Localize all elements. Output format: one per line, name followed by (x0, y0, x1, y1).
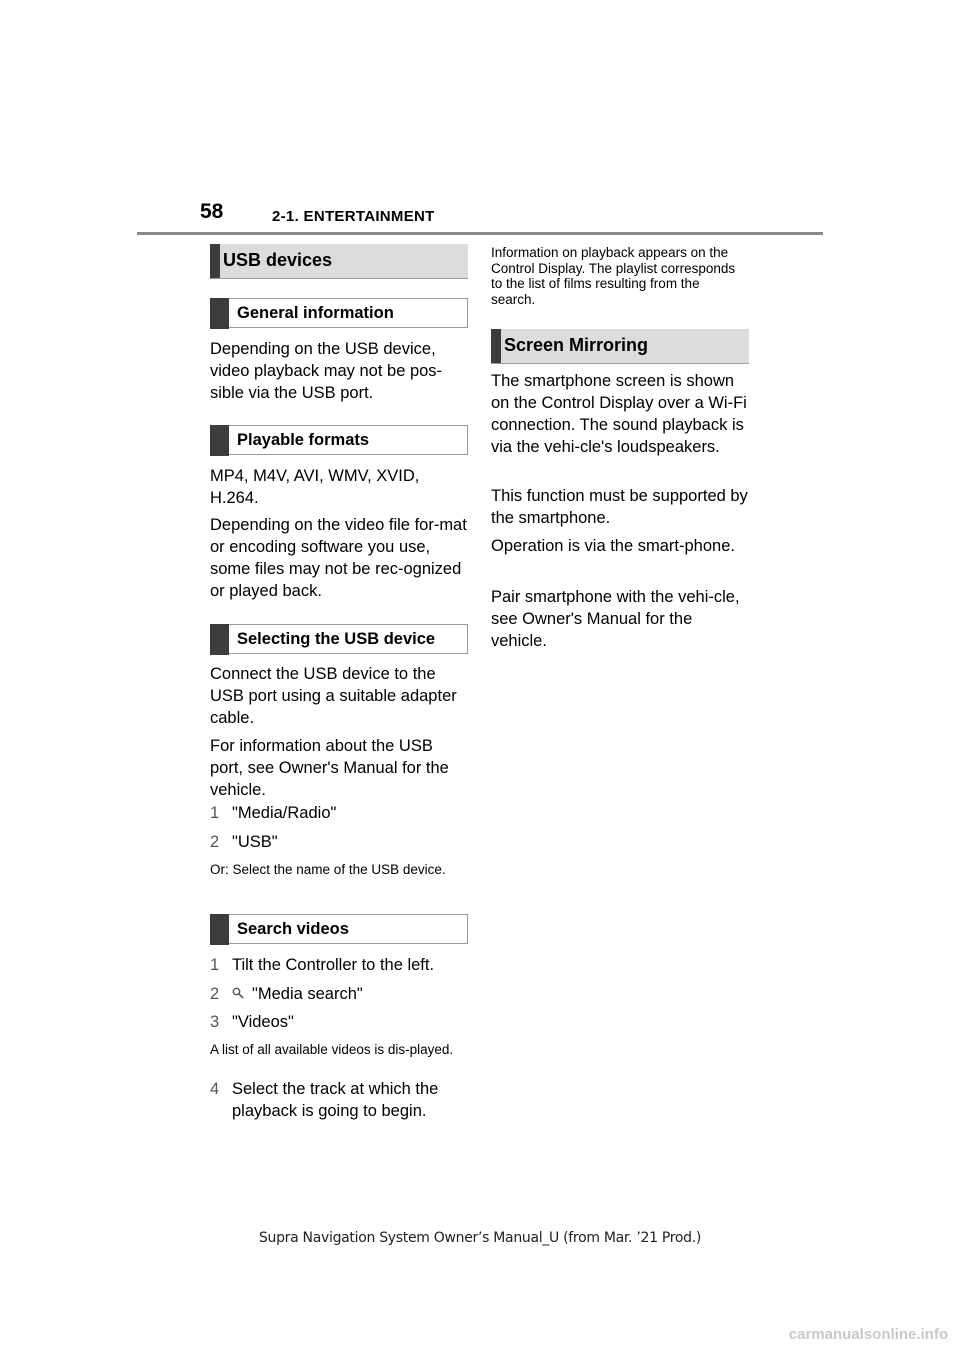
heading-selecting-usb-device (210, 624, 468, 654)
section-title: 2-1. ENTERTAINMENT (272, 208, 435, 225)
mirroring-text-2: This function must be supported by the smartphone. (491, 487, 748, 527)
step-number: 1 (210, 804, 220, 822)
selecting-text-2: For information about the USB port, see Owner's Manual for the vehicle. (210, 737, 449, 799)
mirroring-text-1: The smartphone screen is shown on the Control Display over a Wi-Fi connection. The sound playback is via the vehi-cle's loudspeakers. (491, 372, 747, 456)
select-step-1 (210, 802, 336, 824)
heading-bar (491, 329, 501, 363)
heading-text: Playable formats (237, 431, 370, 449)
heading-text: Search videos (237, 920, 349, 938)
mirroring-text-3: Operation is via the smart-phone. (491, 537, 735, 555)
heading-bar (210, 244, 220, 278)
formats-note: Depending on the video file for-mat or encoding software you use, some files may not be rec-ognized or played back. (210, 516, 467, 600)
header-divider (137, 232, 823, 235)
heading-usb-devices (210, 244, 468, 279)
step-number: 3 (210, 1013, 220, 1031)
formats-list: MP4, M4V, AVI, WMV, XVID, H.264. (210, 467, 420, 507)
heading-bar (210, 624, 229, 655)
select-step-2 (210, 831, 278, 853)
step-text: "Videos" (232, 1013, 294, 1031)
step-number: 4 (210, 1080, 220, 1098)
heading-screen-mirroring (491, 329, 749, 364)
step-text: Select the track at which the playback is going to begin. (232, 1080, 439, 1120)
search-note: A list of all available videos is dis-played. (210, 1042, 454, 1057)
heading-text: USB devices (223, 250, 333, 270)
step-number: 2 (210, 833, 220, 851)
heading-playable-formats (210, 425, 468, 455)
step-text: Tilt the Controller to the left. (232, 956, 435, 974)
selecting-text-1: Connect the USB device to the USB port using a suitable adapter cable. (210, 665, 457, 727)
heading-text: General information (237, 304, 394, 322)
heading-text: Selecting the USB device (237, 630, 436, 648)
heading-bar (210, 914, 229, 945)
step-number: 1 (210, 956, 220, 974)
watermark: carmanualsonline.info (788, 1326, 948, 1343)
heading-bar (210, 425, 229, 456)
playback-info: Information on playback appears on the Control Display. The playlist corresponds to the list of films resulting from the search. (491, 245, 736, 307)
search-step-1 (210, 954, 434, 976)
step-number: 2 (210, 985, 220, 1003)
select-note: Or: Select the name of the USB device. (210, 862, 446, 877)
mirroring-text-4: Pair smartphone with the vehi-cle, see Owner's Manual for the vehicle. (491, 588, 740, 650)
step-text: "Media/Radio" (232, 804, 337, 822)
search-step-4 (210, 1078, 470, 1122)
page-number: 58 (200, 200, 224, 223)
search-step-2 (210, 983, 363, 1006)
heading-text: Screen Mirroring (504, 335, 649, 355)
heading-general-information (210, 298, 468, 328)
search-step-3 (210, 1011, 294, 1033)
magnifier-icon (232, 984, 252, 1006)
step-text: "USB" (232, 833, 278, 851)
heading-bar (210, 298, 229, 329)
footer-text: Supra Navigation System Owner’s Manual_U (from Mar. ’21 Prod.) (258, 1230, 702, 1246)
general-info-text: Depending on the USB device, video playback may not be pos-sible via the USB port. (210, 340, 443, 402)
heading-search-videos (210, 914, 468, 944)
step-text: "Media search" (252, 985, 363, 1003)
